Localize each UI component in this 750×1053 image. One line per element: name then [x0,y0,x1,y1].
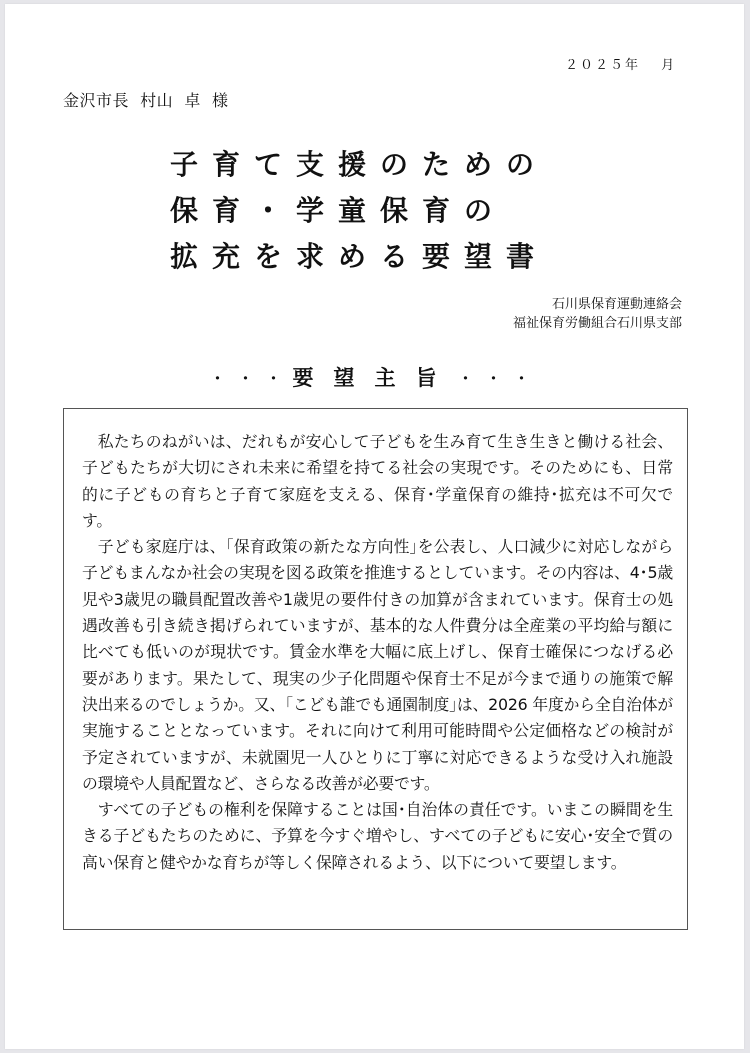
organization-name: 福祉保育労働組合石川県支部 [512,316,682,331]
heading-dots-right: ・・・ [456,369,541,390]
summary-paragraph: 子ども家庭庁は、｢保育政策の新たな方向性｣を公表し、人口減少に対応しながら子どもまんなか社会の実現を図る政策を推進するとしています。その内容は、4･5歳児や3歳児の職員配置改善や1歳児の要件付きの加算が含まれています。保育士の処遇改善も引き続き掲げられていますが、基本的な人件費分は全産業の平均給与額に比べても低いのが現状です。賃金水準を大幅に底上げし、保育士確保につなげる必要があります。果たして、現実の少子化問題や保育士不足が今まで通りの施策で解決出来るのでしょうか。又、｢こども誰でも通園制度｣は、2026 年度から全自治体が実施することとなっています。それに向けて利用可能時間や公定価格などの検討が予定されていますが、未就園児一人ひとりに丁寧に対応できるような受け入れ施設の環境や人員配置など、さらなる改善が必要です。 [82,537,673,793]
summary-paragraph: 私たちのねがいは、だれもが安心して子どもを生み育て生き生きと働ける社会、子どもたちが大切にされ未来に希望を持てる社会の実現です。そのためにも、日常的に子どもの育ちと子育て家庭を支える、保育･学童保育の維持･拡充は不可欠です。 [82,432,673,530]
title-line: 子育て支援のための [170,148,549,181]
sender-organizations [513,295,682,333]
summary-paragraph: すべての子どもの権利を保障することは国･自治体の責任です。いまこの瞬間を生きる子どもたちのために、予算を今すぐ増やし、すべての子どもに安心･安全で質の高い保育と健やかな育ちが等しく保障されるよう、以下について要望します。 [82,800,673,872]
heading-dots-left: ・・・ [208,369,293,390]
title-line: 拡充を求める要望書 [170,240,549,273]
document-date: ２０２５年 月 [565,58,677,73]
organization-name: 石川県保育運動連絡会 [551,297,682,312]
document-title [170,142,600,280]
addressee: 金沢市長 村山 卓 様 [63,91,229,110]
heading-text: 要望主旨 [292,366,457,390]
title-line: 保育・学童保育の [170,194,507,227]
document-page [5,4,744,1049]
section-heading [5,362,744,392]
summary-box [63,408,688,930]
